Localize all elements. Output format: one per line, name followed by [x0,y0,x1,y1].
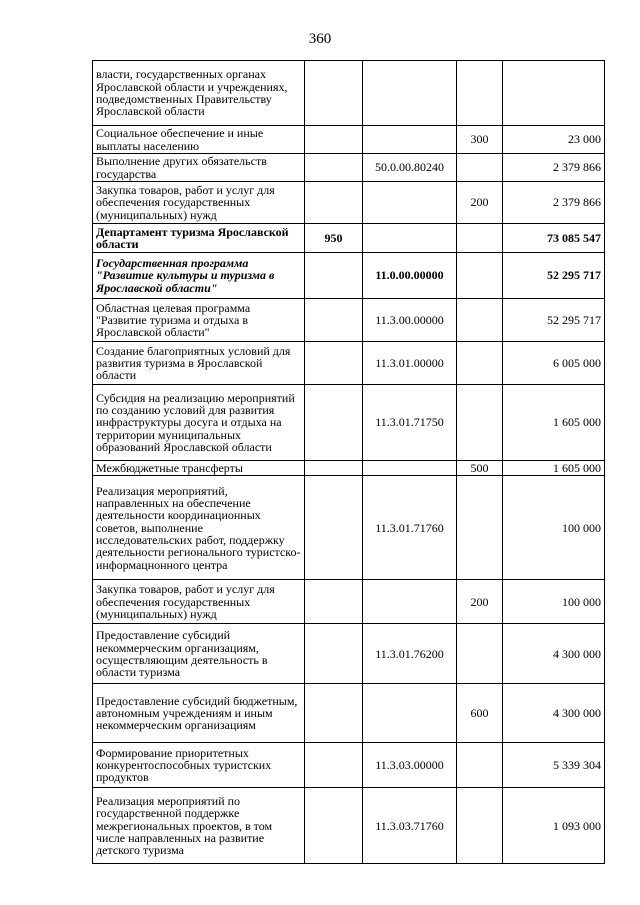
row-name-cell: Предоставление субсидий бюджетным, автономным учреждениям и иным некоммерческим организациям [93,684,305,743]
table-row [93,342,605,385]
row-name-cell: Социальное обеспечение и иные выплаты населению [93,126,305,154]
ministry-code-cell [305,624,363,684]
table-row [93,154,605,182]
target-article-code-cell: 11.3.01.76200 [363,624,457,684]
amount-cell: 73 085 547 [503,224,605,253]
row-name-cell: Межбюджетные трансферты [93,461,305,476]
expense-type-code-cell [457,788,503,864]
ministry-code-cell [305,461,363,476]
row-name-cell: Предоставление субсидий некоммерческим организациям, осуществляющим деятельность в области туризма [93,624,305,684]
amount-cell [503,61,605,126]
target-article-code-cell [363,224,457,253]
amount-cell: 1 605 000 [503,385,605,461]
ministry-code-cell [305,182,363,224]
ministry-code-cell [305,61,363,126]
expense-type-code-cell: 200 [457,182,503,224]
ministry-code-cell [305,253,363,299]
row-name-cell: Реализация мероприятий, направленных на обеспечение деятельности координационных советов, выполнение исследовательских работ, поддержку деятельности регионального туристско-информацнонного центра [93,476,305,580]
ministry-code-cell [305,476,363,580]
expense-type-code-cell: 300 [457,126,503,154]
target-article-code-cell: 11.3.01.71750 [363,385,457,461]
amount-cell: 4 300 000 [503,624,605,684]
expense-type-code-cell [457,743,503,788]
target-article-code-cell [363,182,457,224]
amount-cell: 100 000 [503,580,605,624]
amount-cell: 100 000 [503,476,605,580]
row-name-cell: Создание благоприятных условий для развития туризма в Ярославской области [93,342,305,385]
target-article-code-cell [363,461,457,476]
table-row [93,253,605,299]
amount-cell: 4 300 000 [503,684,605,743]
row-name-cell: Субсидия на реализацию мероприятий по созданию условий для развития инфраструктуры досуга и отдыха на территории муниципальных образований Ярославской области [93,385,305,461]
target-article-code-cell: 11.0.00.00000 [363,253,457,299]
target-article-code-cell: 50.0.00.80240 [363,154,457,182]
amount-cell: 2 379 866 [503,182,605,224]
target-article-code-cell: 11.3.00.00000 [363,299,457,342]
row-name-cell: Закупка товаров, работ и услуг для обеспечения государственных (муниципальных) нужд [93,182,305,224]
ministry-code-cell [305,788,363,864]
expense-type-code-cell [457,253,503,299]
amount-cell: 1 605 000 [503,461,605,476]
amount-cell: 52 295 717 [503,299,605,342]
table-row [93,61,605,126]
expense-type-code-cell: 600 [457,684,503,743]
target-article-code-cell: 11.3.03.00000 [363,743,457,788]
ministry-code-cell [305,684,363,743]
expense-type-code-cell: 500 [457,461,503,476]
row-name-cell: Закупка товаров, работ и услуг для обеспечения государственных (муниципальных) нужд [93,580,305,624]
amount-cell: 1 093 000 [503,788,605,864]
ministry-code-cell [305,580,363,624]
row-name-cell: Реализация мероприятий по государственной поддержке межрегиональных проектов, в том числе направленных на развитие детского туризма [93,788,305,864]
target-article-code-cell [363,61,457,126]
budget-table-body [93,61,605,864]
amount-cell: 23 000 [503,126,605,154]
target-article-code-cell: 11.3.01.71760 [363,476,457,580]
table-row [93,461,605,476]
ministry-code-cell [305,299,363,342]
expense-type-code-cell [457,154,503,182]
ministry-code-cell [305,154,363,182]
target-article-code-cell: 11.3.01.00000 [363,342,457,385]
ministry-code-cell: 950 [305,224,363,253]
table-row [93,224,605,253]
table-row [93,476,605,580]
row-name-cell: Формирование приоритетных конкурентоспособных туристских продуктов [93,743,305,788]
expense-type-code-cell [457,299,503,342]
expense-type-code-cell [457,624,503,684]
target-article-code-cell [363,684,457,743]
expense-type-code-cell: 200 [457,580,503,624]
table-row [93,788,605,864]
expense-type-code-cell [457,342,503,385]
row-name-cell: Государственная программа "Развитие культуры и туризма в Ярославской области" [93,253,305,299]
table-row [93,182,605,224]
target-article-code-cell [363,126,457,154]
table-row [93,684,605,743]
expense-type-code-cell [457,385,503,461]
table-row [93,126,605,154]
amount-cell: 52 295 717 [503,253,605,299]
amount-cell: 2 379 866 [503,154,605,182]
ministry-code-cell [305,743,363,788]
table-row [93,299,605,342]
expense-type-code-cell [457,61,503,126]
row-name-cell: Департамент туризма Ярославской области [93,224,305,253]
target-article-code-cell: 11.3.03.71760 [363,788,457,864]
budget-table [92,60,605,864]
expense-type-code-cell [457,224,503,253]
page-number: 360 [308,31,332,47]
amount-cell: 6 005 000 [503,342,605,385]
ministry-code-cell [305,385,363,461]
row-name-cell: власти, государственных органах Ярославской области и учреждениях, подведомственных Правительству Ярославской области [93,61,305,126]
row-name-cell: Областная целевая программа "Развитие туризма и отдыха в Ярославской области" [93,299,305,342]
table-row [93,580,605,624]
expense-type-code-cell [457,476,503,580]
amount-cell: 5 339 304 [503,743,605,788]
row-name-cell: Выполнение других обязательств государства [93,154,305,182]
table-row [93,624,605,684]
ministry-code-cell [305,126,363,154]
table-row [93,385,605,461]
table-row [93,743,605,788]
ministry-code-cell [305,342,363,385]
target-article-code-cell [363,580,457,624]
